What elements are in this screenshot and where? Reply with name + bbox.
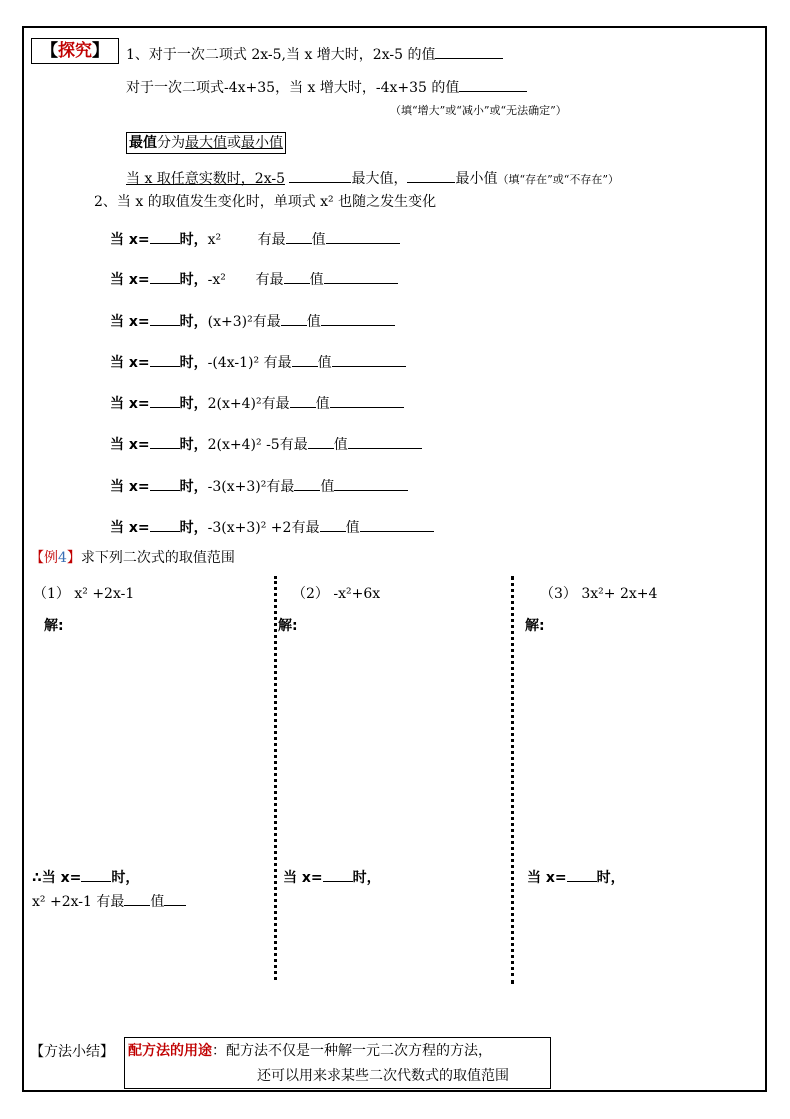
method-line2: 还可以用来求某些二次代数式的取值范围 bbox=[257, 1068, 509, 1084]
answer-blank[interactable] bbox=[150, 269, 180, 284]
row-expression: -3(x+3)² bbox=[207, 479, 267, 495]
row-value: 值 bbox=[320, 479, 335, 495]
answer-blank[interactable] bbox=[164, 891, 186, 906]
row-when: 时， bbox=[179, 520, 208, 536]
extreme-row bbox=[110, 517, 434, 537]
row-value: 值 bbox=[309, 272, 324, 288]
answer-blank[interactable] bbox=[150, 434, 180, 449]
answer-blank[interactable] bbox=[321, 311, 395, 326]
row-value: 值 bbox=[333, 437, 348, 453]
answer-line: 当 x= 时， bbox=[527, 867, 625, 887]
answer-blank[interactable] bbox=[308, 434, 334, 449]
example4-item2-label: （2） -x²+6x bbox=[292, 586, 381, 602]
column-divider bbox=[274, 576, 277, 980]
extreme-row bbox=[110, 229, 400, 249]
answer-tail: x² +2x-1 有最 值 bbox=[32, 891, 186, 911]
answer-blank[interactable] bbox=[290, 393, 316, 408]
explore-tag: 【探究】 bbox=[31, 38, 119, 64]
row-prefix: 当 x= bbox=[110, 355, 150, 371]
answer-blank[interactable] bbox=[150, 229, 180, 244]
row-prefix: 当 x= bbox=[110, 520, 150, 536]
row-when: 时， bbox=[179, 479, 208, 495]
row-when: 时， bbox=[179, 232, 208, 248]
q1-hint: （填“增大”或“减小”或“无法确定”） bbox=[390, 104, 567, 117]
answer-blank[interactable] bbox=[124, 891, 150, 906]
row-has: 有最 bbox=[257, 232, 286, 248]
row-value: 值 bbox=[317, 355, 332, 371]
row-expression: -3(x+3)² +2 bbox=[207, 520, 292, 536]
answer-blank[interactable] bbox=[407, 168, 455, 183]
q2-intro: 2、当 x 的取值发生变化时，单项式 x² 也随之发生变化 bbox=[94, 194, 437, 210]
row-when: 时， bbox=[179, 272, 208, 288]
row-has: 有最 bbox=[263, 355, 292, 371]
extreme-row bbox=[110, 434, 422, 454]
answer-blank[interactable] bbox=[150, 311, 180, 326]
answer-blank[interactable] bbox=[289, 168, 351, 183]
answer-blank[interactable] bbox=[459, 77, 527, 92]
row-expression: (x+3)² bbox=[207, 314, 253, 330]
row-prefix: 当 x= bbox=[110, 272, 150, 288]
row-when: 时， bbox=[179, 314, 208, 330]
row-when: 时， bbox=[179, 396, 208, 412]
example4-item3-label: （3） 3x²+ 2x+4 bbox=[540, 586, 658, 602]
answer-blank[interactable] bbox=[81, 867, 111, 882]
answer-blank[interactable] bbox=[435, 44, 503, 59]
row-expression: -x² bbox=[207, 272, 226, 288]
row-value: 值 bbox=[306, 314, 321, 330]
row-expression: -(4x-1)² bbox=[207, 355, 260, 371]
extreme-row bbox=[110, 476, 408, 496]
answer-line: ∴当 x= 时， bbox=[32, 867, 139, 887]
answer-blank[interactable] bbox=[150, 393, 180, 408]
extreme-row bbox=[110, 393, 404, 413]
answer-blank[interactable] bbox=[323, 867, 353, 882]
answer-blank[interactable] bbox=[332, 352, 406, 367]
answer-blank[interactable] bbox=[326, 229, 400, 244]
row-has: 有最 bbox=[261, 396, 290, 412]
answer-blank[interactable] bbox=[324, 269, 398, 284]
answer-blank[interactable] bbox=[284, 269, 310, 284]
row-prefix: 当 x= bbox=[110, 479, 150, 495]
answer-blank[interactable] bbox=[348, 434, 422, 449]
solve-label: 解: bbox=[525, 618, 545, 634]
row-prefix: 当 x= bbox=[110, 437, 150, 453]
row-when: 时， bbox=[179, 355, 208, 371]
row-expression: 2(x+4)² bbox=[207, 396, 262, 412]
example4-title: 【例4】求下列二次式的取值范围 bbox=[30, 550, 235, 566]
extreme-row bbox=[110, 311, 395, 331]
method-line1: 配方法的用途：配方法不仅是一种解一元二次方程的方法， bbox=[128, 1043, 492, 1059]
answer-blank[interactable] bbox=[286, 229, 312, 244]
extreme-row bbox=[110, 352, 406, 372]
q1-line3: 当 x 取任意实数时，2x-5 最大值， 最小值（填“存在”或“不存在”） bbox=[126, 168, 619, 189]
row-expression: 2(x+4)² -5 bbox=[207, 437, 280, 453]
row-value: 值 bbox=[345, 520, 360, 536]
answer-blank[interactable] bbox=[292, 352, 318, 367]
q1-line1: 1、对于一次二项式 2x-5,当 x 增大时，2x-5 的值 bbox=[126, 44, 503, 64]
row-has: 有最 bbox=[279, 437, 308, 453]
answer-blank[interactable] bbox=[567, 867, 597, 882]
row-prefix: 当 x= bbox=[110, 396, 150, 412]
answer-blank[interactable] bbox=[330, 393, 404, 408]
row-prefix: 当 x= bbox=[110, 314, 150, 330]
row-has: 有最 bbox=[252, 314, 281, 330]
example4-item1-label: （1） x² +2x-1 bbox=[33, 586, 135, 602]
row-has: 有最 bbox=[255, 272, 284, 288]
answer-blank[interactable] bbox=[150, 517, 180, 532]
solve-label: 解: bbox=[44, 618, 64, 634]
extreme-definition: 最值分为最大值或最小值 bbox=[126, 132, 286, 154]
answer-blank[interactable] bbox=[334, 476, 408, 491]
row-prefix: 当 x= bbox=[110, 232, 150, 248]
extreme-row bbox=[110, 269, 398, 289]
answer-blank[interactable] bbox=[320, 517, 346, 532]
row-value: 值 bbox=[315, 396, 330, 412]
column-divider bbox=[511, 576, 514, 984]
row-has: 有最 bbox=[291, 520, 320, 536]
answer-line: 当 x= 时， bbox=[283, 867, 381, 887]
solve-label: 解: bbox=[278, 618, 298, 634]
answer-blank[interactable] bbox=[150, 476, 180, 491]
row-expression: x² bbox=[207, 232, 222, 248]
answer-blank[interactable] bbox=[360, 517, 434, 532]
row-when: 时， bbox=[179, 437, 208, 453]
answer-blank[interactable] bbox=[294, 476, 320, 491]
method-label: 【方法小结】 bbox=[30, 1044, 114, 1060]
q1-line2: 对于一次二项式-4x+35，当 x 增大时，-4x+35 的值 bbox=[126, 77, 527, 97]
row-value: 值 bbox=[311, 232, 326, 248]
answer-blank[interactable] bbox=[281, 311, 307, 326]
row-has: 有最 bbox=[266, 479, 295, 495]
answer-blank[interactable] bbox=[150, 352, 180, 367]
